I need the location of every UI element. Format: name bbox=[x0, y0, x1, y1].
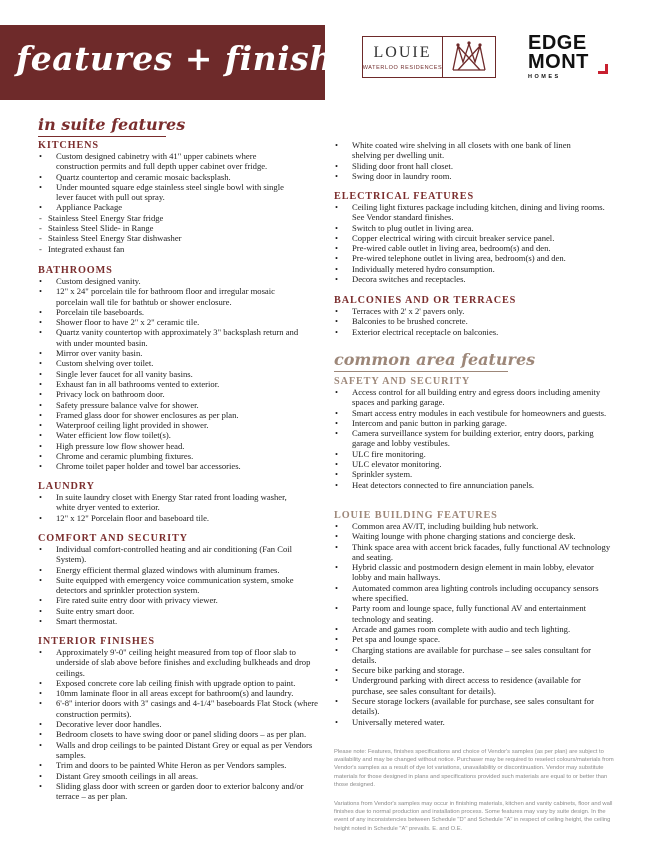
list-item: • Approximately 9'-0" ceiling height measured from top of floor slab to underside of slab above before finishes and excluding bulkheads and drop ceilings. bbox=[38, 647, 323, 678]
comfort-title: COMFORT AND SECURITY bbox=[38, 533, 188, 544]
list-item: • Intercom and panic button in parking garage. bbox=[334, 418, 614, 428]
list-item: • Access control for all building entry and egress doors including amenity spaces and parking garage. bbox=[334, 387, 614, 408]
list-item: • Universally metered water. bbox=[334, 717, 614, 727]
list-item: • Energy efficient thermal glazed windows with aluminum frames. bbox=[38, 565, 314, 575]
list-item: • Shower floor to have 2" x 2" ceramic tile. bbox=[38, 317, 300, 327]
list-item: • Custom shelving over toilet. bbox=[38, 358, 300, 368]
kitchens-list bbox=[38, 151, 300, 254]
interior-title: INTERIOR FINISHES bbox=[38, 636, 155, 647]
list-item: • Waiting lounge with phone charging stations and concierge desk. bbox=[334, 531, 614, 541]
list-item: • Arcade and games room complete with audio and tech lighting. bbox=[334, 624, 614, 634]
list-item: • Pet spa and lounge space. bbox=[334, 634, 614, 644]
kitchens-title: KITCHENS bbox=[38, 140, 99, 151]
in-suite-heading: in suite features bbox=[38, 115, 186, 134]
list-subitem: - Integrated exhaust fan bbox=[38, 244, 300, 254]
bathrooms-title: BATHROOMS bbox=[38, 265, 113, 276]
list-item: • Camera surveillance system for building exterior, entry doors, parking garage and lobby vestibules. bbox=[334, 428, 614, 449]
corner-bracket-icon bbox=[598, 64, 608, 74]
louie-logo-subtitle: WATERLOO RESIDENCES bbox=[362, 64, 443, 71]
louie-logo-name: LOUIE bbox=[373, 43, 432, 61]
edgemont-logo-line3: HOMES bbox=[528, 74, 561, 80]
list-item: • Copper electrical wiring with circuit breaker service panel. bbox=[334, 233, 614, 243]
list-item: • Smart thermostat. bbox=[38, 616, 314, 626]
list-item: • Switch to plug outlet in living area. bbox=[334, 223, 614, 233]
list-item: • Chrome toilet paper holder and towel bar accessories. bbox=[38, 461, 300, 471]
list-item: • Underground parking with direct access to residence (available for purchase, see sales consultant for details). bbox=[334, 675, 614, 696]
electrical-title: ELECTRICAL FEATURES bbox=[334, 191, 475, 202]
list-item: • Ceiling light fixtures package including kitchen, dining and living rooms. See Vendor standard finishes. bbox=[334, 202, 614, 223]
list-item: • Swing door in laundry room. bbox=[334, 171, 594, 181]
list-item: • Heat detectors connected to fire annunciation panels. bbox=[334, 480, 614, 490]
list-subitem: - Stainless Steel Energy Star dishwasher bbox=[38, 233, 300, 243]
common-area-underline bbox=[334, 371, 508, 372]
list-item: • In suite laundry closet with Energy Star rated front loading washer, white dryer vented to exterior. bbox=[38, 492, 300, 513]
list-item: • Chrome and ceramic plumbing fixtures. bbox=[38, 451, 300, 461]
disclaimer-note-2: Variations from Vendor's samples may occur in finishing materials, kitchen and vanity cabinets, floor and wall finishes due to normal production and installation process. Some features may vary by suite design. In the event of any inconsistencies between Schedule "D" and Schedule "A" in respect of ceiling height, the ceiling height noted in Schedule "A" prevails. E. and O.E. bbox=[334, 801, 613, 832]
crown-emblem-icon bbox=[443, 37, 495, 77]
list-item: • Quartz countertop and ceramic mosaic backsplash. bbox=[38, 172, 300, 182]
list-item: • ULC elevator monitoring. bbox=[334, 459, 614, 469]
list-item: • Water efficient low flow toilet(s). bbox=[38, 430, 300, 440]
building-features-title: LOUIE BUILDING FEATURES bbox=[334, 510, 498, 521]
list-item: • Sliding glass door with screen or garden door to exterior balcony and/or terrace – as per plan. bbox=[38, 781, 323, 802]
edgemont-logo-line2: MONT bbox=[528, 51, 589, 73]
list-item: • Individual comfort-controlled heating and air conditioning (Fan Coil System). bbox=[38, 544, 314, 565]
list-item: • Privacy lock on bathroom door. bbox=[38, 389, 300, 399]
list-item: • Under mounted square edge stainless steel single bowl with single lever faucet with pull out spray. bbox=[38, 182, 300, 203]
disclaimer-note-1: Please note: Features, finishes specifications and choice of Vendor's samples (as per plan) are subject to availability and may be changed without notice. Purchaser may be required to reselect colours/materials from Vendor's samples as a result of dye lot variations, unavailability or discontinuation. Vendor may substitute materials for those designed in plans and specifications provided such materials are equal to or better than those designed. bbox=[334, 749, 614, 788]
list-item: • Decorative lever door handles. bbox=[38, 719, 323, 729]
bathrooms-list bbox=[38, 276, 300, 472]
safety-list bbox=[334, 387, 614, 490]
list-item: • Quartz vanity countertop with approximately 3" backsplash return and with under mounted basin. bbox=[38, 327, 300, 348]
list-item: • Bedroom closets to have swing door or panel sliding doors – as per plan. bbox=[38, 729, 323, 739]
louie-logo bbox=[362, 36, 496, 78]
list-item: • Waterproof ceiling light provided in shower. bbox=[38, 420, 300, 430]
interior-continued-list bbox=[334, 140, 594, 181]
list-item: • Secure bike parking and storage. bbox=[334, 665, 614, 675]
in-suite-underline bbox=[38, 136, 166, 137]
list-item: • Automated common area lighting controls including occupancy sensors where specified. bbox=[334, 583, 614, 604]
safety-title: SAFETY AND SECURITY bbox=[334, 376, 471, 387]
list-item: • Single lever faucet for all vanity basins. bbox=[38, 369, 300, 379]
list-item: • Exposed concrete core lab ceiling finish with upgrade option to paint. bbox=[38, 678, 323, 688]
list-item: • Trim and doors to be painted White Heron as per Vendors samples. bbox=[38, 760, 323, 770]
list-item: • Charging stations are available for purchase – see sales consultant for details. bbox=[334, 645, 614, 666]
list-item: • Walls and drop ceilings to be painted Distant Grey or equal as per Vendors samples. bbox=[38, 740, 323, 761]
list-item: • Individually metered hydro consumption. bbox=[334, 264, 614, 274]
list-item: • Think space area with accent brick facades, fully functional AV technology and seating. bbox=[334, 542, 614, 563]
list-item: • Smart access entry modules in each vestibule for homeowners and guests. bbox=[334, 408, 614, 418]
list-item: • ULC fire monitoring. bbox=[334, 449, 614, 459]
balconies-list bbox=[334, 306, 614, 337]
list-item: • Mirror over vanity basin. bbox=[38, 348, 300, 358]
list-item: • Terraces with 2' x 2' pavers only. bbox=[334, 306, 614, 316]
list-item: • Exterior electrical receptacle on balconies. bbox=[334, 327, 614, 337]
list-item: • White coated wire shelving in all closets with one bank of linen shelving per dwelling unit. bbox=[334, 140, 594, 161]
electrical-list bbox=[334, 202, 614, 284]
list-item: • Distant Grey smooth ceilings in all areas. bbox=[38, 771, 323, 781]
list-item: • Common area AV/IT, including building hub network. bbox=[334, 521, 614, 531]
list-item: • Safety pressure balance valve for shower. bbox=[38, 400, 300, 410]
list-item: • Framed glass door for shower enclosures as per plan. bbox=[38, 410, 300, 420]
list-item: • Fire rated suite entry door with privacy viewer. bbox=[38, 595, 314, 605]
list-item: • 6'-8" interior doors with 3" casings and 4-1/4" baseboards Flat Stock (where construction permits). bbox=[38, 698, 323, 719]
list-item: • Appliance Package bbox=[38, 202, 300, 212]
list-item: • 10mm laminate floor in all areas except for bathroom(s) and laundry. bbox=[38, 688, 323, 698]
list-item: • Decora switches and receptacles. bbox=[334, 274, 614, 284]
laundry-title: LAUNDRY bbox=[38, 481, 95, 492]
list-item: • Porcelain tile baseboards. bbox=[38, 307, 300, 317]
list-item: • 12" x 12" Porcelain floor and baseboard tile. bbox=[38, 513, 300, 523]
list-item: • Sliding door front hall closet. bbox=[334, 161, 594, 171]
edgemont-logo-line1: EDGE bbox=[528, 32, 587, 54]
title-banner bbox=[0, 25, 375, 100]
list-item: • Custom designed vanity. bbox=[38, 276, 300, 286]
list-item: • High pressure low flow shower head. bbox=[38, 441, 300, 451]
interior-list bbox=[38, 647, 323, 801]
list-item: • Hybrid classic and postmodern design element in main lobby, elevator lobby and main hallways. bbox=[334, 562, 614, 583]
list-item: • Party room and lounge space, fully functional AV and entertainment technology and seating. bbox=[334, 603, 614, 624]
building-features-list bbox=[334, 521, 614, 727]
list-item: • 12" x 24" porcelain tile for bathroom floor and irregular mosaic porcelain wall tile for bathtub or shower enclosure. bbox=[38, 286, 300, 307]
list-item: • Exhaust fan in all bathrooms vented to exterior. bbox=[38, 379, 300, 389]
list-item: • Suite entry smart door. bbox=[38, 606, 314, 616]
list-item: • Suite equipped with emergency voice communication system, smoke detectors and sprinkler protection system. bbox=[38, 575, 314, 596]
comfort-list bbox=[38, 544, 314, 626]
list-item: • Pre-wired cable outlet in living area, bedroom(s) and den. bbox=[334, 243, 614, 253]
common-area-heading: common area features bbox=[334, 350, 536, 369]
edgemont-logo bbox=[528, 34, 608, 84]
list-subitem: - Stainless Steel Energy Star fridge bbox=[38, 213, 300, 223]
balconies-title: BALCONIES AND OR TERRACES bbox=[334, 295, 517, 306]
list-subitem: - Stainless Steel Slide- in Range bbox=[38, 223, 300, 233]
page-title: features + finishes bbox=[16, 39, 375, 78]
list-item: • Custom designed cabinetry with 41" upper cabinets where construction permits and full depth upper cabinet over fridge. bbox=[38, 151, 300, 172]
list-item: • Pre-wired telephone outlet in living area, bedroom(s) and den. bbox=[334, 253, 614, 263]
laundry-list bbox=[38, 492, 300, 523]
list-item: • Secure storage lockers (available for purchase, see sales consultant for details). bbox=[334, 696, 614, 717]
list-item: • Balconies to be brushed concrete. bbox=[334, 316, 614, 326]
list-item: • Sprinkler system. bbox=[334, 469, 614, 479]
